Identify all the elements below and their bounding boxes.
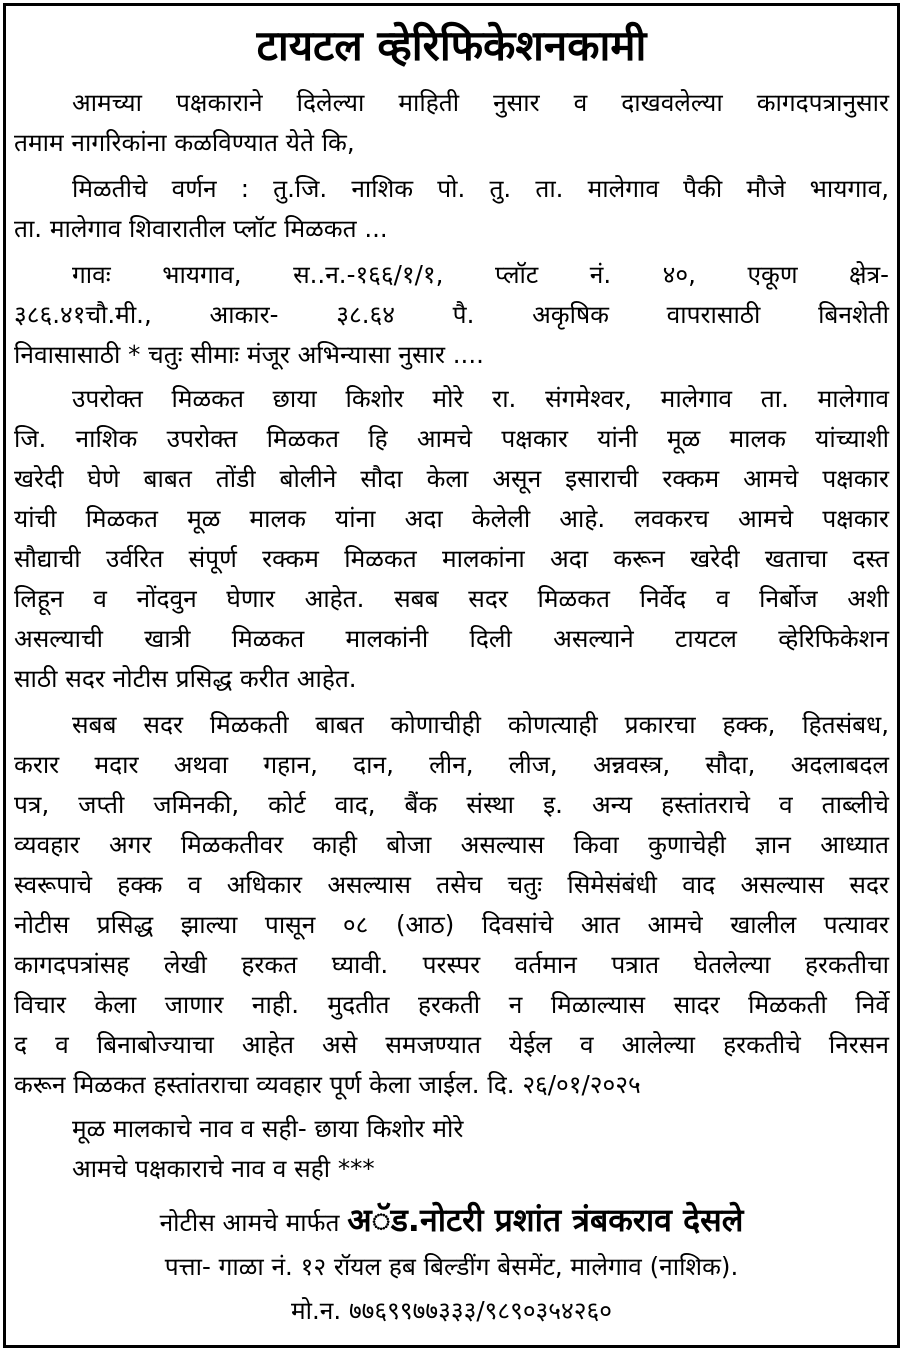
notice-line: नोटीस प्रसिद्ध झाल्या पासून ०८ (आठ) दिवसांचे आत आमचे खालील पत्यावर — [14, 910, 889, 939]
notice-line: ता. मालेगाव शिवारातील प्लॉट मिळकत ... — [14, 214, 388, 243]
notice-prefix: नोटीस आमचे मार्फत — [159, 1208, 340, 1237]
notice-line: खरेदी घेणे बाबत तोंडी बोलीने सौदा केला असून इसाराची रक्कम आमचे पक्षकार — [14, 464, 889, 493]
notice-line: तमाम नागरिकांना कळविण्यात येते कि, — [14, 128, 355, 157]
notice-line: स्वरूपाचे हक्क व अधिकार असल्यास तसेच चतुः सिमेसंबंधी वाद असल्यास सदर — [14, 870, 889, 899]
notice-line: द व बिनाबोज्याचा आहेत असे समजण्यात येईल व आलेल्या हरकतीचे निरसन — [14, 1030, 889, 1059]
notice-line: विचार केला जाणार नाही. मुदतीत हरकती न मिळाल्यास सादर मिळकती निर्वे — [14, 990, 889, 1019]
notice-line: करार मदार अथवा गहान, दान, लीन, लीज, अन्नवस्त्र, सौदा, अदलाबदल — [14, 750, 889, 779]
notice-line: जि. नाशिक उपरोक्त मिळकत हि आमचे पक्षकार यांनी मूळ मालक यांच्याशी — [14, 424, 889, 453]
notice-line: निवासासाठी * चतुः सीमाः मंजूर अभिन्यासा नुसार .... — [14, 340, 484, 369]
notice-line: साठी सदर नोटीस प्रसिद्ध करीत आहेत. — [14, 664, 357, 693]
notice-line: पत्र, जप्ती जमिनकी, कोर्ट वाद, बैंक संस्था इ. अन्य हस्तांतराचे व ताब्लीचे — [14, 790, 889, 819]
notice-line: उपरोक्त मिळकत छाया किशोर मोरे रा. संगमेश्वर, मालेगाव ता. मालेगाव — [72, 384, 889, 413]
notice-line: ३८६.४१चौ.मी., आकार- ३८.६४ पै. अकृषिक वापरासाठी बिनशेती — [14, 300, 889, 329]
notice-line: कागदपत्रांसह लेखी हरकत घ्यावी. परस्पर वर्तमान पत्रात घेतलेल्या हरकतीचा — [14, 950, 889, 979]
notice-line: व्यवहार अगर मिळकतीवर काही बोजा असल्यास किवा कुणाचेही ज्ञान आध्यात — [14, 830, 889, 859]
notice-line: आमच्या पक्षकाराने दिलेल्या माहिती नुसार व दाखवलेल्या कागदपत्रानुसार — [72, 88, 889, 117]
notice-title: टायटल व्हेरिफिकेशनकामी — [256, 21, 647, 70]
notice-line: मिळतीचे वर्णन : तु.जि. नाशिक पो. तु. ता. मालेगाव पैकी मौजे भायगाव, — [72, 174, 889, 203]
notice-line: असल्याची खात्री मिळकत मालकांनी दिली असल्याने टायटल व्हेरिफिकेशन — [14, 624, 889, 653]
client-signature-line: आमचे पक्षकाराचे नाव व सही *** — [72, 1154, 375, 1183]
advocate-row — [0, 1198, 903, 1242]
advocate-address: पत्ता- गाळा नं. १२ रॉयल हब बिल्डींग बेसमेंट, मालेगाव (नाशिक). — [164, 1252, 739, 1281]
notice-line: गावः भायगाव, स..न.-१६६/१/१, प्लॉट नं. ४०, एकूण क्षेत्र- — [72, 260, 889, 289]
notice-line: यांची मिळकत मूळ मालक यांना अदा केलेली आहे. लवकरच आमचे पक्षकार — [14, 504, 889, 533]
notice-line: करून मिळकत हस्तांतराचा व्यवहार पूर्ण केला जाईल. दि. २६/०१/२०२५ — [14, 1070, 641, 1099]
advocate-name: अॅड.नोटरी प्रशांत त्रंबकराव देसले — [347, 1201, 744, 1239]
advocate-mobile: मो.न. ७७६९९७७३३३/९८९०३५४२६० — [290, 1296, 612, 1325]
owner-signature-line: मूळ मालकाचे नाव व सही- छाया किशोर मोरे — [72, 1114, 464, 1143]
notice-line: सबब सदर मिळकती बाबत कोणाचीही कोणत्याही प्रकारचा हक्क, हितसंबध, — [72, 710, 889, 739]
notice-line: लिहून व नोंदवुन घेणार आहेत. सबब सदर मिळकत निर्वेद व निर्बोज अशी — [14, 584, 889, 613]
notice-line: सौद्याची उर्वरित संपूर्ण रक्कम मिळकत मालकांना अदा करून खरेदी खताचा दस्त — [14, 544, 889, 573]
